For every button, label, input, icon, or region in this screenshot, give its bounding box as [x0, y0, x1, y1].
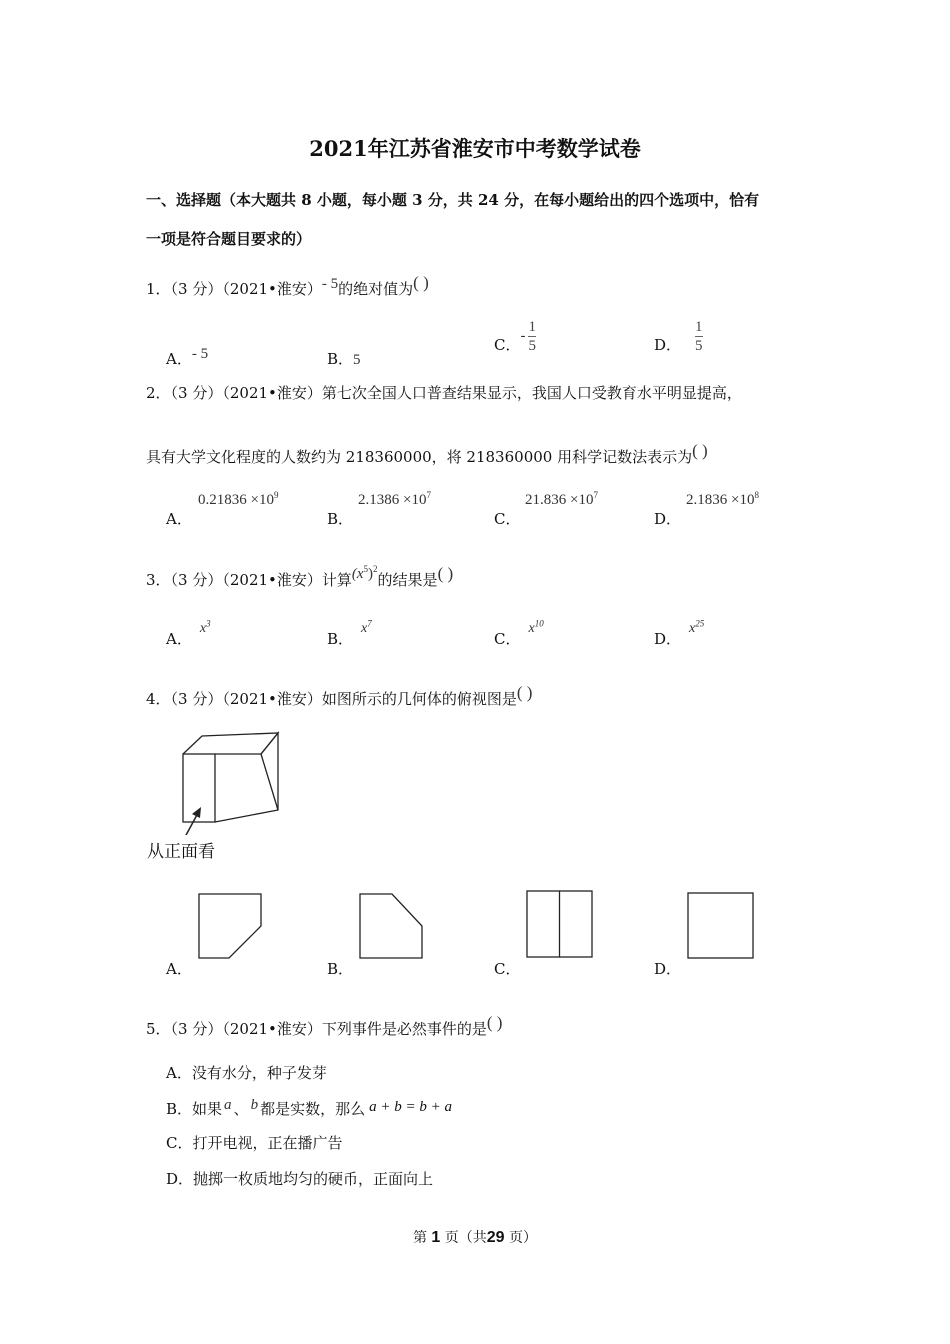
q2-answer-paren: ( ) — [692, 441, 708, 460]
mantissa: 0.21836 ×10 — [198, 492, 274, 508]
option-label: B． — [166, 1100, 193, 1118]
option-label: D． — [166, 1170, 194, 1188]
expr-close: ) — [368, 566, 374, 582]
exponent: 3 — [206, 618, 211, 629]
q5-option-b — [166, 1098, 452, 1119]
q4-option-a-shape — [196, 890, 266, 962]
page-title: 2021年江苏省淮安市中考数学试卷 — [309, 136, 641, 161]
q3-expression — [352, 566, 378, 582]
exponent: 8 — [754, 490, 759, 500]
option-label: D． — [654, 510, 682, 528]
option-label: B． — [327, 350, 354, 368]
q4-option-c-shape — [524, 888, 596, 962]
var-b: b — [250, 1097, 259, 1113]
footer-post: 页） — [509, 1230, 538, 1246]
var-a: a — [224, 1097, 232, 1113]
option-label: D． — [654, 630, 682, 648]
option-label: B． — [327, 510, 354, 528]
q2-option-d-value — [686, 490, 759, 509]
question-1-stem — [146, 273, 429, 299]
page-number: 1 — [431, 1229, 441, 1246]
fraction-numerator: 1 — [528, 319, 536, 335]
base: x — [528, 621, 535, 636]
q1-option-c — [494, 318, 536, 355]
option-label: C． — [494, 630, 521, 648]
option-text: 抛掷一枚质地均匀的硬币，正面向上 — [193, 1170, 434, 1188]
option-label: C． — [494, 336, 521, 354]
option-label: A． — [166, 630, 192, 648]
q4-answer-paren: ( ) — [516, 683, 533, 702]
question-2-line1: 2．（3 分）（2021•淮安）第七次全国人口普查结果显示，我国人口受教育水平明显提高， — [146, 384, 742, 402]
base: x — [689, 621, 696, 636]
base: x — [361, 621, 368, 636]
q5-stem-text: 5．（3 分）（2021•淮安）下列事件是必然事件的是 — [146, 1020, 487, 1038]
option-value — [528, 618, 544, 636]
q2-option-c-value — [525, 490, 598, 509]
q5-option-c — [166, 1132, 343, 1153]
q1-tail: 的绝对值为 — [338, 280, 414, 298]
fraction-denominator: 5 — [528, 338, 536, 354]
q4-stem-text: 4．（3 分）（2021•淮安）如图所示的几何体的俯视图是 — [146, 690, 517, 708]
base: x — [199, 621, 207, 636]
q3-option-a — [166, 618, 211, 649]
option-label: A． — [166, 350, 192, 368]
footer-pre: 第 — [412, 1230, 427, 1246]
q4-option-a: A． — [166, 960, 192, 978]
option-label: A． — [166, 1064, 192, 1082]
geometry-solid-figure — [140, 725, 290, 835]
option-value — [361, 618, 372, 636]
mantissa: 21.836 ×10 — [525, 492, 594, 508]
exponent: 25 — [695, 618, 705, 629]
expr-inner-exp: 5 — [363, 564, 369, 574]
q3-answer-paren: ( ) — [437, 564, 454, 583]
expr-outer-exp: 2 — [373, 564, 378, 574]
expr-base: (x — [351, 566, 364, 582]
q2-option-a-value — [198, 490, 278, 509]
q4-option-d: D． — [654, 960, 682, 978]
question-5-stem — [146, 1013, 503, 1039]
option-label: B． — [327, 630, 354, 648]
q2-option-b — [327, 508, 353, 529]
q1-option-b — [327, 348, 361, 369]
q4-option-c: C． — [494, 960, 521, 978]
question-3-stem — [146, 564, 454, 590]
q1-option-a — [166, 348, 208, 369]
option-fraction — [528, 318, 536, 355]
exponent: 7 — [426, 490, 431, 500]
fraction-numerator: 1 — [695, 319, 703, 335]
footer-mid: 页（共 — [444, 1230, 487, 1246]
page-footer — [0, 1227, 950, 1247]
q5-answer-paren: ( ) — [486, 1013, 503, 1032]
exponent: 7 — [593, 490, 598, 500]
q2-option-a — [166, 508, 192, 529]
q3-option-b — [327, 618, 372, 649]
option-value — [689, 618, 705, 636]
option-value — [199, 618, 211, 636]
question-2-line2 — [146, 441, 708, 467]
option-label: C． — [494, 510, 521, 528]
option-label: A． — [166, 510, 192, 528]
q1-stem-text: 1．（3 分）（2021•淮安） — [146, 280, 322, 298]
q5-option-d — [166, 1168, 433, 1189]
option-value: 5 — [353, 352, 361, 368]
q3-stem-text: 3．（3 分）（2021•淮安）计算 — [146, 571, 352, 589]
option-label: C． — [166, 1134, 193, 1152]
option-text-pre: 如果 — [192, 1100, 223, 1118]
q3-option-d — [654, 618, 705, 649]
mantissa: 2.1386 ×10 — [358, 492, 427, 508]
q2-option-c — [494, 508, 520, 529]
exponent: 10 — [534, 618, 544, 629]
fraction-denominator: 5 — [695, 338, 703, 354]
option-label: D． — [654, 336, 682, 354]
option-text-mid: 都是实数，那么 — [260, 1100, 366, 1118]
option-sign: - — [520, 328, 526, 344]
option-value: - 5 — [191, 346, 209, 362]
q4-option-d-shape — [685, 890, 757, 962]
q1-math: - 5 — [321, 276, 339, 292]
mantissa: 2.1836 ×10 — [686, 492, 755, 508]
q1-option-d — [654, 318, 703, 355]
q1-answer-paren: ( ) — [413, 273, 429, 292]
figure-caption: 从正面看 — [147, 842, 215, 862]
q2-option-b-value — [358, 490, 431, 509]
question-4-stem — [146, 683, 533, 709]
total-pages: 29 — [486, 1229, 505, 1246]
q5-option-a — [166, 1062, 327, 1083]
section-heading-line1: 一、选择题（本大题共 8 小题，每小题 3 分，共 24 分，在每小题给出的四个选项中，恰有 — [146, 191, 760, 209]
section-heading-line2: 一项是符合题目要求的） — [146, 230, 312, 248]
option-fraction — [695, 318, 703, 355]
q3-tail: 的结果是 — [377, 571, 438, 589]
option-text: 没有水分，种子发芽 — [191, 1064, 327, 1082]
q4-option-b: B． — [327, 960, 354, 978]
option-text: 打开电视，正在播广告 — [192, 1134, 343, 1152]
q2-line2-text: 具有大学文化程度的人数约为 218360000，将 218360000 用科学记数法表示为 — [146, 448, 693, 466]
q2-option-d — [654, 508, 681, 529]
separator: 、 — [233, 1100, 249, 1118]
q3-option-c — [494, 618, 544, 649]
exponent: 7 — [367, 618, 372, 629]
exponent: 9 — [273, 490, 279, 500]
equation: a + b = b + a — [369, 1099, 452, 1115]
q4-option-b-shape — [357, 890, 427, 962]
